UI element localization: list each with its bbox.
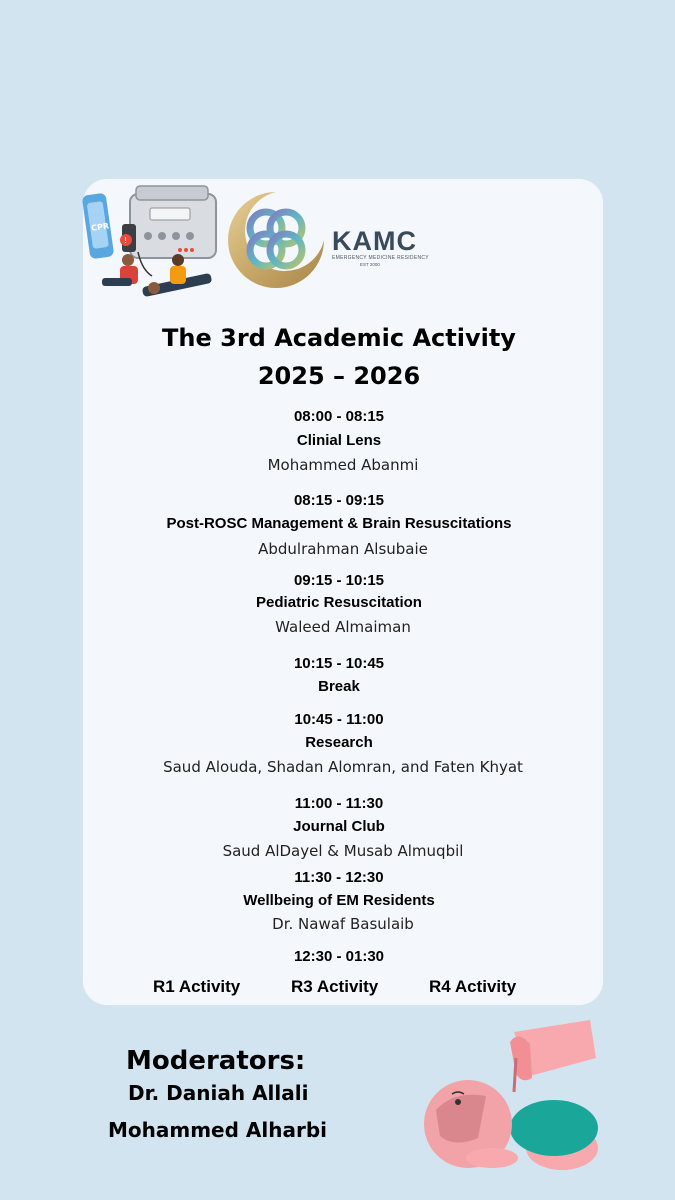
schedule-time: 12:30 - 01:30 (293, 948, 385, 965)
schedule-presenter: Abdulrahman Alsubaie (258, 540, 428, 558)
schedule-topic: Post-ROSC Management & Brain Resuscitations (166, 515, 512, 532)
schedule-time: 08:00 - 08:15 (293, 408, 385, 425)
schedule-topic: Wellbeing of EM Residents (243, 892, 435, 909)
activity-r4: R4 Activity (429, 977, 517, 996)
svg-text:!: ! (124, 236, 128, 245)
kamc-logo-text: KAMC (332, 226, 417, 256)
cpr-label: CPR (90, 221, 110, 233)
moderators-title: Moderators: (126, 1046, 306, 1076)
kamc-logo-icon (224, 188, 328, 292)
activity-r1: R1 Activity (153, 977, 241, 996)
schedule-time: 08:15 - 09:15 (293, 492, 385, 509)
page-title: The 3rd Academic Activity (162, 324, 516, 352)
schedule-topic: Pediatric Resuscitation (256, 594, 422, 611)
schedule-presenter: Waleed Almaiman (275, 618, 411, 636)
schedule-presenter: Mohammed Abanmi (267, 456, 419, 474)
schedule-presenter: Saud AlDayel & Musab Almuqbil (222, 842, 464, 860)
schedule-presenter: Dr. Nawaf Basulaib (272, 915, 414, 933)
schedule-presenter: Saud Alouda, Shadan Alomran, and Faten Khyat (163, 758, 523, 776)
kamc-logo-subtitle: EMERGENCY MEDICINE RESIDENCY (332, 255, 429, 261)
schedule-time: 09:15 - 10:15 (293, 572, 385, 589)
page-subtitle-years: 2025 – 2026 (257, 362, 421, 390)
moderator-name: Mohammed Alharbi (108, 1118, 328, 1142)
schedule-topic: Journal Club (293, 818, 385, 835)
schedule-time: 11:30 - 12:30 (294, 869, 384, 886)
cpr-illustration-icon (82, 180, 224, 298)
schedule-time: 11:00 - 11:30 (294, 795, 384, 812)
infant-cpr-illustration-icon (418, 1018, 600, 1178)
schedule-topic: Break (318, 678, 360, 695)
kamc-logo-est: EST 2000 (360, 262, 380, 267)
moderator-name: Dr. Daniah Allali (128, 1081, 309, 1105)
schedule-topic: Clinial Lens (296, 432, 382, 449)
activity-r3: R3 Activity (291, 977, 379, 996)
schedule-topic: Research (305, 734, 373, 751)
schedule-time: 10:45 - 11:00 (294, 711, 384, 728)
schedule-time: 10:15 - 10:45 (293, 655, 385, 672)
